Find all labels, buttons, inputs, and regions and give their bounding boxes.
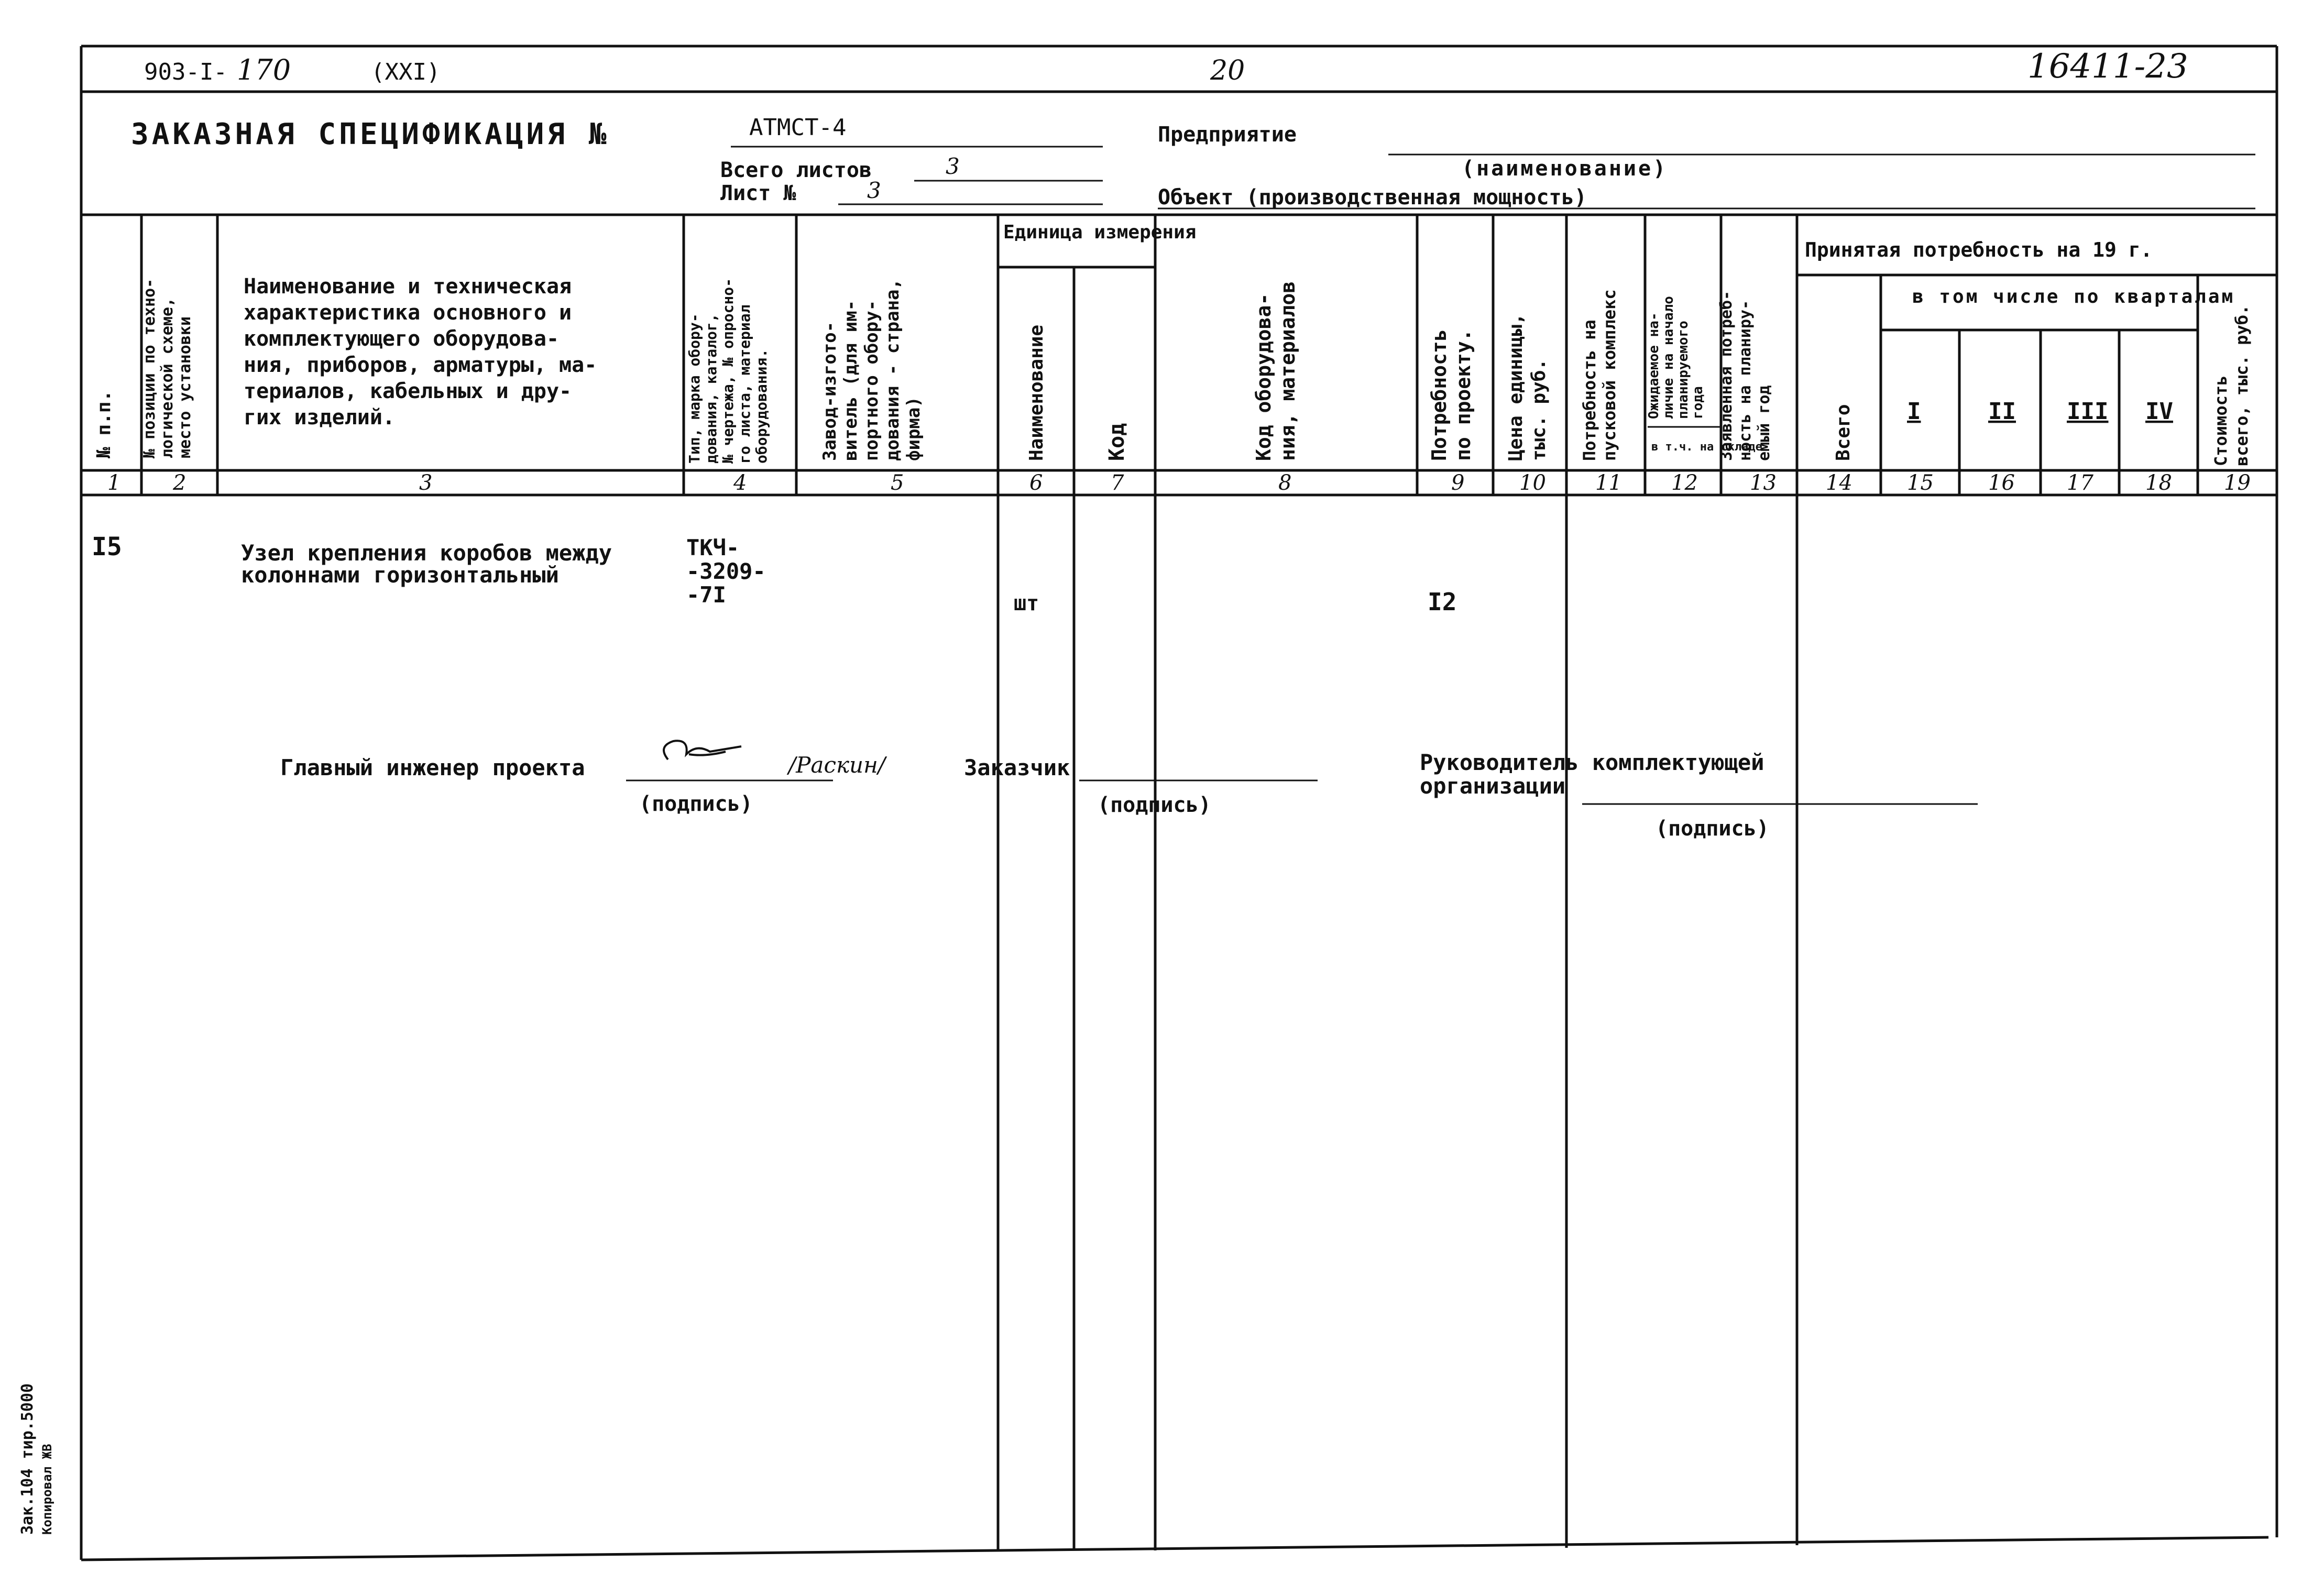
svg-text:Наименование и техническая: Наименование и техническая bbox=[244, 274, 572, 299]
object-label: Объект (производственная мощность) bbox=[1158, 185, 1587, 210]
header-col-10 bbox=[1505, 313, 1550, 461]
row-name-line2: колоннами горизонтальный bbox=[241, 562, 559, 588]
svg-text:3: 3 bbox=[419, 471, 433, 495]
row-type-line3: -7I bbox=[686, 582, 726, 608]
specification-title: ЗАКАЗНАЯ СПЕЦИФИКАЦИЯ № bbox=[131, 117, 610, 151]
header-col-9 bbox=[1428, 329, 1475, 461]
column-dividers bbox=[141, 215, 2277, 1550]
customer-label: Заказчик bbox=[964, 755, 1070, 780]
svg-text:года: года bbox=[1690, 386, 1706, 419]
svg-text:12: 12 bbox=[1671, 471, 1698, 495]
header-col-13 bbox=[1717, 291, 1773, 461]
header-col-4 bbox=[686, 278, 770, 464]
svg-text:19: 19 bbox=[2224, 471, 2251, 495]
table-row bbox=[92, 532, 1456, 616]
header-quarters-group: в том числе по кварталам bbox=[1912, 286, 2235, 307]
row-position: I5 bbox=[92, 532, 122, 562]
svg-text:ния, приборов, арматуры, ма-: ния, приборов, арматуры, ма- bbox=[244, 353, 597, 377]
signature-block bbox=[280, 741, 1978, 841]
head-org-label-line2: организации bbox=[1420, 773, 1566, 799]
header-col-15: I bbox=[1907, 398, 1921, 425]
svg-text:7: 7 bbox=[1111, 471, 1124, 495]
column-numbers bbox=[107, 471, 2251, 495]
svg-text:териалов, кабельных и дру-: териалов, кабельных и дру- bbox=[244, 379, 572, 403]
sheet-number-value: 3 bbox=[867, 178, 881, 203]
svg-text:Потребность: Потребность bbox=[1428, 329, 1451, 461]
header-col-8 bbox=[1252, 281, 1299, 461]
svg-text:планируемого: планируемого bbox=[1675, 321, 1691, 419]
archive-number: 16411-23 bbox=[2027, 47, 2188, 86]
page-number: 20 bbox=[1210, 55, 1245, 86]
svg-text:Завод-изгото-: Завод-изгото- bbox=[819, 321, 840, 461]
svg-text:6: 6 bbox=[1029, 471, 1043, 495]
svg-text:13: 13 bbox=[1750, 471, 1777, 495]
svg-text:8: 8 bbox=[1278, 471, 1292, 495]
enterprise-label: Предприятие bbox=[1158, 123, 1297, 147]
header-col-14 bbox=[1833, 404, 1854, 461]
svg-text:характеристика основного и: характеристика основного и bbox=[244, 301, 572, 325]
total-sheets-value: 3 bbox=[946, 153, 960, 179]
row-unit: шт bbox=[1014, 591, 1039, 615]
doc-code: 903-I- bbox=[144, 59, 227, 85]
header-col-19 bbox=[2211, 305, 2252, 466]
margin-print-stamp bbox=[18, 1383, 54, 1535]
header-col-16: II bbox=[1988, 398, 2016, 425]
svg-text:18: 18 bbox=[2145, 471, 2172, 495]
svg-text:5: 5 bbox=[891, 471, 904, 495]
svg-text:15: 15 bbox=[1907, 471, 1934, 495]
svg-text:дования, каталог,: дования, каталог, bbox=[703, 313, 720, 464]
row-type-line1: ТКЧ- bbox=[686, 535, 740, 560]
header-col-6 bbox=[1026, 325, 1047, 461]
svg-text:10: 10 bbox=[1519, 471, 1546, 495]
svg-text:Всего: Всего bbox=[1833, 404, 1854, 461]
head-org-caption: (подпись) bbox=[1656, 817, 1769, 841]
svg-text:ность на планиру-: ность на планиру- bbox=[1736, 300, 1755, 461]
svg-text:гих изделий.: гих изделий. bbox=[244, 405, 395, 430]
svg-text:2: 2 bbox=[173, 471, 187, 495]
svg-text:всего, тыс. руб.: всего, тыс. руб. bbox=[2232, 304, 2252, 466]
chief-engineer-signature bbox=[664, 741, 741, 760]
header-col-3 bbox=[244, 274, 597, 430]
chief-engineer-label: Главный инженер проекта bbox=[280, 755, 585, 780]
svg-text:Потребность на: Потребность на bbox=[1580, 320, 1599, 461]
customer-caption: (подпись) bbox=[1098, 793, 1211, 817]
sheet-number-label: Лист № bbox=[720, 181, 796, 205]
svg-text:пусковой комплекс: пусковой комплекс bbox=[1599, 289, 1619, 461]
svg-text:Код оборудова-: Код оборудова- bbox=[1252, 293, 1275, 461]
row-type-line2: -3209- bbox=[686, 558, 766, 584]
svg-text:14: 14 bbox=[1826, 471, 1852, 495]
svg-text:го листа, материал: го листа, материал bbox=[736, 304, 753, 464]
svg-text:Заявленная потреб-: Заявленная потреб- bbox=[1717, 290, 1736, 461]
header-col-5 bbox=[819, 279, 924, 461]
header-col-18: IV bbox=[2145, 398, 2173, 425]
svg-text:портного обору-: портного обору- bbox=[861, 300, 882, 461]
head-org-label-line1: Руководитель комплектующей bbox=[1420, 750, 1764, 775]
enterprise-caption: (наименование) bbox=[1462, 157, 1668, 181]
total-sheets-label: Всего листов bbox=[720, 158, 872, 182]
svg-text:место установки: место установки bbox=[176, 316, 194, 458]
chief-engineer-caption: (подпись) bbox=[639, 792, 753, 816]
svg-text:Единица измерения: Единица измерения bbox=[1003, 222, 1197, 243]
svg-text:Ожидаемое на-: Ожидаемое на- bbox=[1646, 312, 1662, 419]
header-col-12-sub: в т.ч. на складе bbox=[1651, 441, 1762, 454]
svg-text:Зак.104 тир.5000: Зак.104 тир.5000 bbox=[18, 1383, 37, 1535]
row-quantity: I2 bbox=[1428, 588, 1457, 616]
specification-number: АТМСТ-4 bbox=[749, 114, 847, 141]
svg-text:витель (для им-: витель (для им- bbox=[840, 300, 861, 461]
chief-engineer-name: /Раскин/ bbox=[788, 752, 885, 778]
header-col-7 bbox=[1105, 423, 1129, 461]
svg-text:4: 4 bbox=[733, 471, 747, 495]
header-col-17: III bbox=[2067, 398, 2109, 425]
header-col-1 bbox=[93, 390, 115, 459]
svg-text:№ чертежа, № опросно-: № чертежа, № опросно- bbox=[719, 278, 737, 464]
header-col-12 bbox=[1646, 296, 1706, 419]
header-col-2 bbox=[140, 279, 194, 458]
svg-text:оборудования.: оборудования. bbox=[753, 348, 770, 464]
header-unit-group bbox=[1003, 222, 1196, 243]
svg-text:личие на начало: личие на начало bbox=[1661, 296, 1676, 419]
svg-text:комплектующего оборудова-: комплектующего оборудова- bbox=[244, 327, 560, 351]
svg-text:Цена единицы,: Цена единицы, bbox=[1505, 313, 1527, 461]
svg-text:фирма): фирма) bbox=[903, 397, 924, 461]
svg-text:9: 9 bbox=[1451, 471, 1465, 495]
header-col-11 bbox=[1580, 289, 1619, 461]
svg-text:Стоимость: Стоимость bbox=[2211, 375, 2231, 466]
section-code: (XXI) bbox=[371, 59, 441, 85]
svg-text:Копировал ЖВ: Копировал ЖВ bbox=[40, 1444, 54, 1535]
svg-text:1: 1 bbox=[107, 471, 121, 495]
svg-text:Код: Код bbox=[1105, 423, 1129, 461]
svg-text:Наименование: Наименование bbox=[1026, 324, 1047, 461]
svg-text:дования - страна,: дования - страна, bbox=[882, 279, 903, 461]
svg-text:17: 17 bbox=[2067, 471, 2093, 495]
svg-text:№ п.п.: № п.п. bbox=[93, 390, 115, 458]
row-name-line1: Узел крепления коробов между bbox=[241, 540, 612, 566]
svg-text:тыс. руб.: тыс. руб. bbox=[1528, 358, 1550, 461]
header-accepted-group: Принятая потребность на 19 г. bbox=[1805, 238, 2153, 261]
column-headers bbox=[93, 222, 2252, 466]
svg-text:емый год: емый год bbox=[1755, 385, 1773, 461]
svg-text:ния, материалов: ния, материалов bbox=[1276, 281, 1299, 461]
svg-text:№ позиции по техно-: № позиции по техно- bbox=[140, 278, 159, 458]
doc-number-handwritten: 170 bbox=[237, 53, 291, 86]
svg-text:11: 11 bbox=[1595, 471, 1622, 495]
svg-text:Тип, марка обору-: Тип, марка обору- bbox=[686, 313, 703, 464]
svg-text:16: 16 bbox=[1988, 471, 2015, 495]
svg-text:по проекту.: по проекту. bbox=[1452, 329, 1475, 461]
svg-text:логической схеме,: логической схеме, bbox=[158, 297, 177, 458]
